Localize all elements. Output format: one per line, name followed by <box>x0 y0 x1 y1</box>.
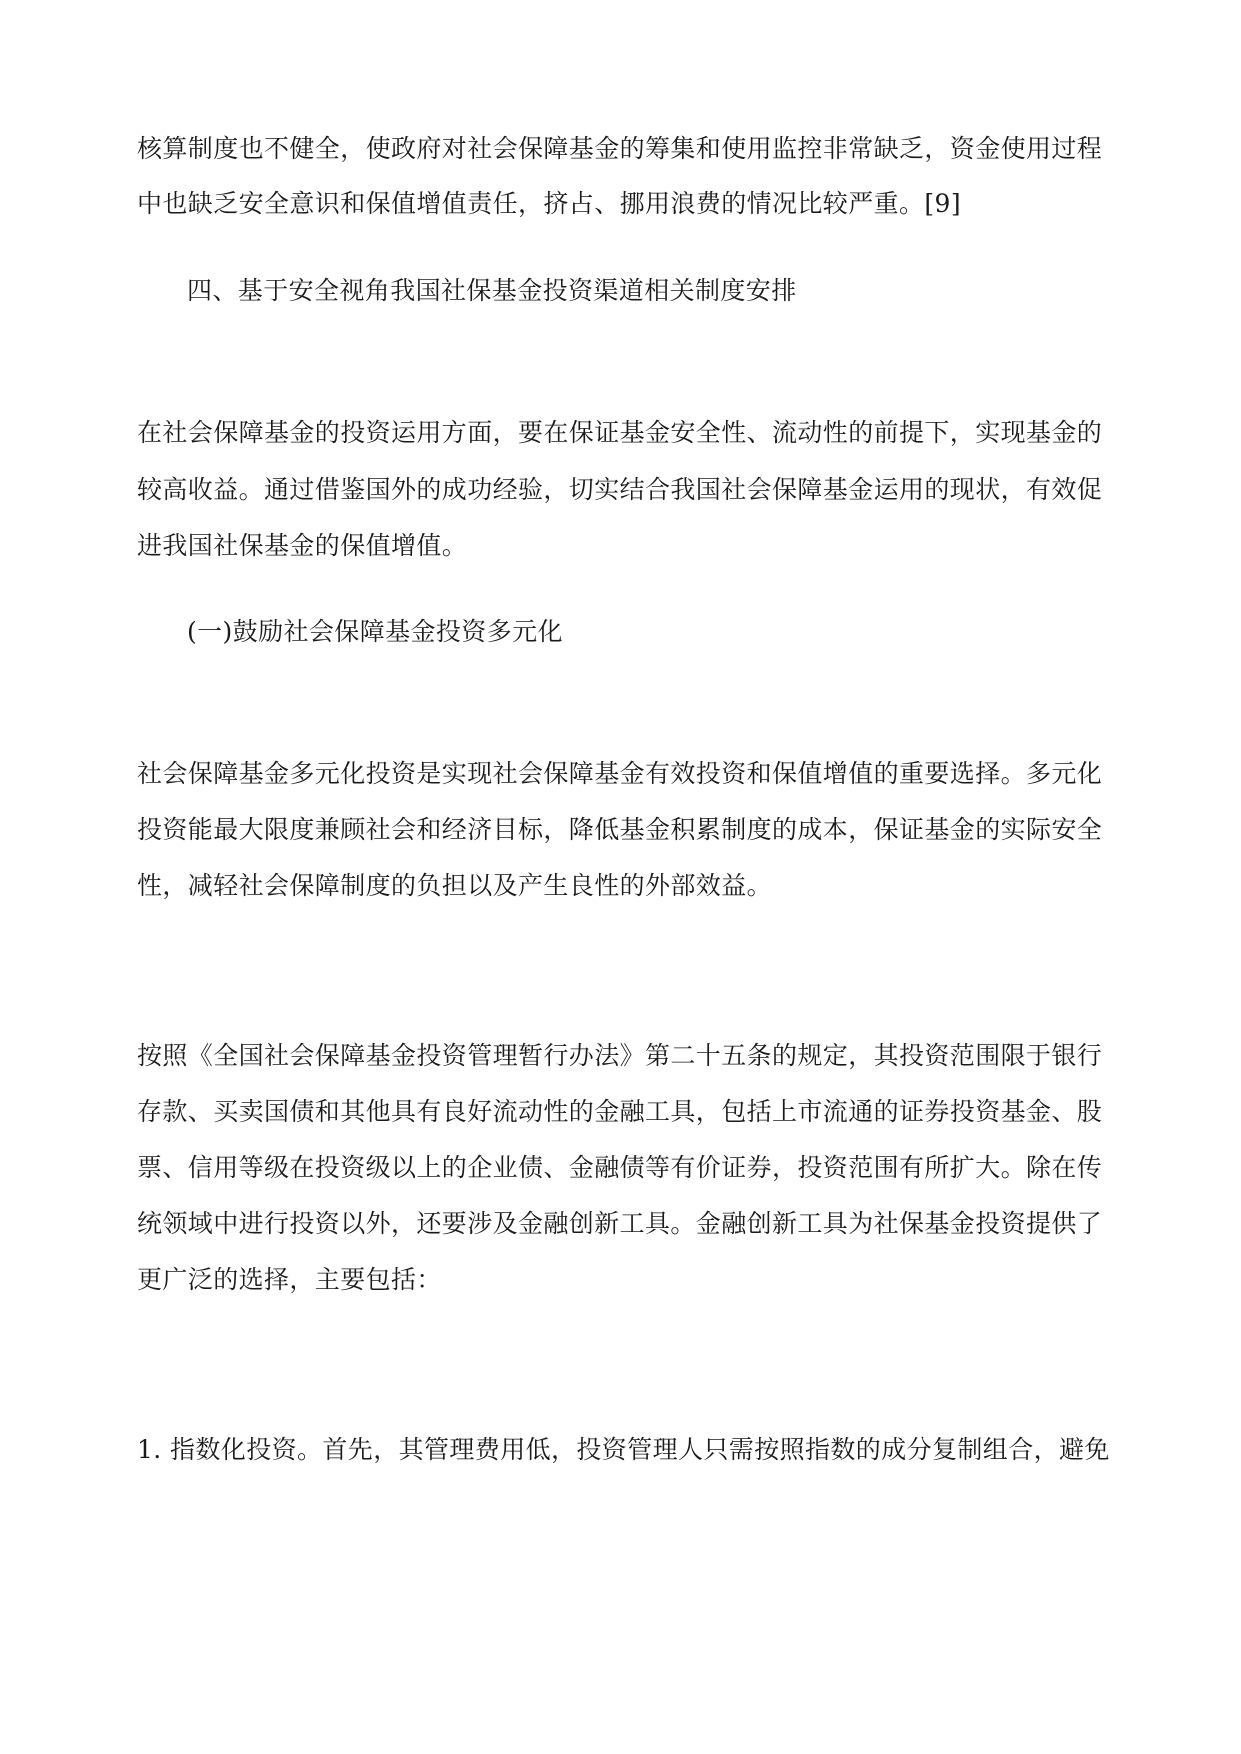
paragraph-1-line-1: 核算制度也不健全，使政府对社会保障基金的筹集和使用监控非常缺乏，资金使用过程 <box>137 134 1103 163</box>
paragraph-3-line-3: 性，减轻社会保障制度的负担以及产生良性的外部效益。 <box>137 871 773 900</box>
paragraph-3-line-1: 社会保障基金多元化投资是实现社会保障基金有效投资和保值增值的重要选择。多元化 <box>137 759 1103 788</box>
paragraph-3-line-2: 投资能最大限度兼顾社会和经济目标，降低基金积累制度的成本，保证基金的实际安全 <box>137 815 1103 844</box>
paragraph-4-line-1: 按照《全国社会保障基金投资管理暂行办法》第二十五条的规定，其投资范围限于银行 <box>137 1041 1103 1070</box>
paragraph-2-line-1: 在社会保障基金的投资运用方面，要在保证基金安全性、流动性的前提下，实现基金的 <box>137 418 1103 447</box>
paragraph-2-line-3: 进我国社保基金的保值增值。 <box>137 531 468 560</box>
paragraph-4-line-2: 存款、买卖国债和其他具有良好流动性的金融工具，包括上市流通的证券投资基金、股 <box>137 1097 1103 1126</box>
paragraph-4-line-5: 更广泛的选择，主要包括： <box>137 1265 442 1294</box>
paragraph-4-line-4: 统领域中进行投资以外，还要涉及金融创新工具。金融创新工具为社保基金投资提供了 <box>137 1209 1103 1238</box>
paragraph-4-line-3: 票、信用等级在投资级以上的企业债、金融债等有价证券，投资范围有所扩大。除在传 <box>137 1153 1103 1182</box>
paragraph-5-line-1: 1. 指数化投资。首先，其管理费用低，投资管理人只需按照指数的成分复制组合，避免 <box>137 1435 1110 1464</box>
paragraph-2-line-2: 较高收益。通过借鉴国外的成功经验，切实结合我国社会保障基金运用的现状，有效促 <box>137 475 1103 504</box>
subsection-heading-1: (一)鼓励社会保障基金投资多元化 <box>187 617 563 646</box>
paragraph-1-line-2: 中也缺乏安全意识和保值增值责任，挤占、挪用浪费的情况比较严重。[9] <box>137 189 962 218</box>
section-heading-4: 四、基于安全视角我国社保基金投资渠道相关制度安排 <box>187 276 797 305</box>
